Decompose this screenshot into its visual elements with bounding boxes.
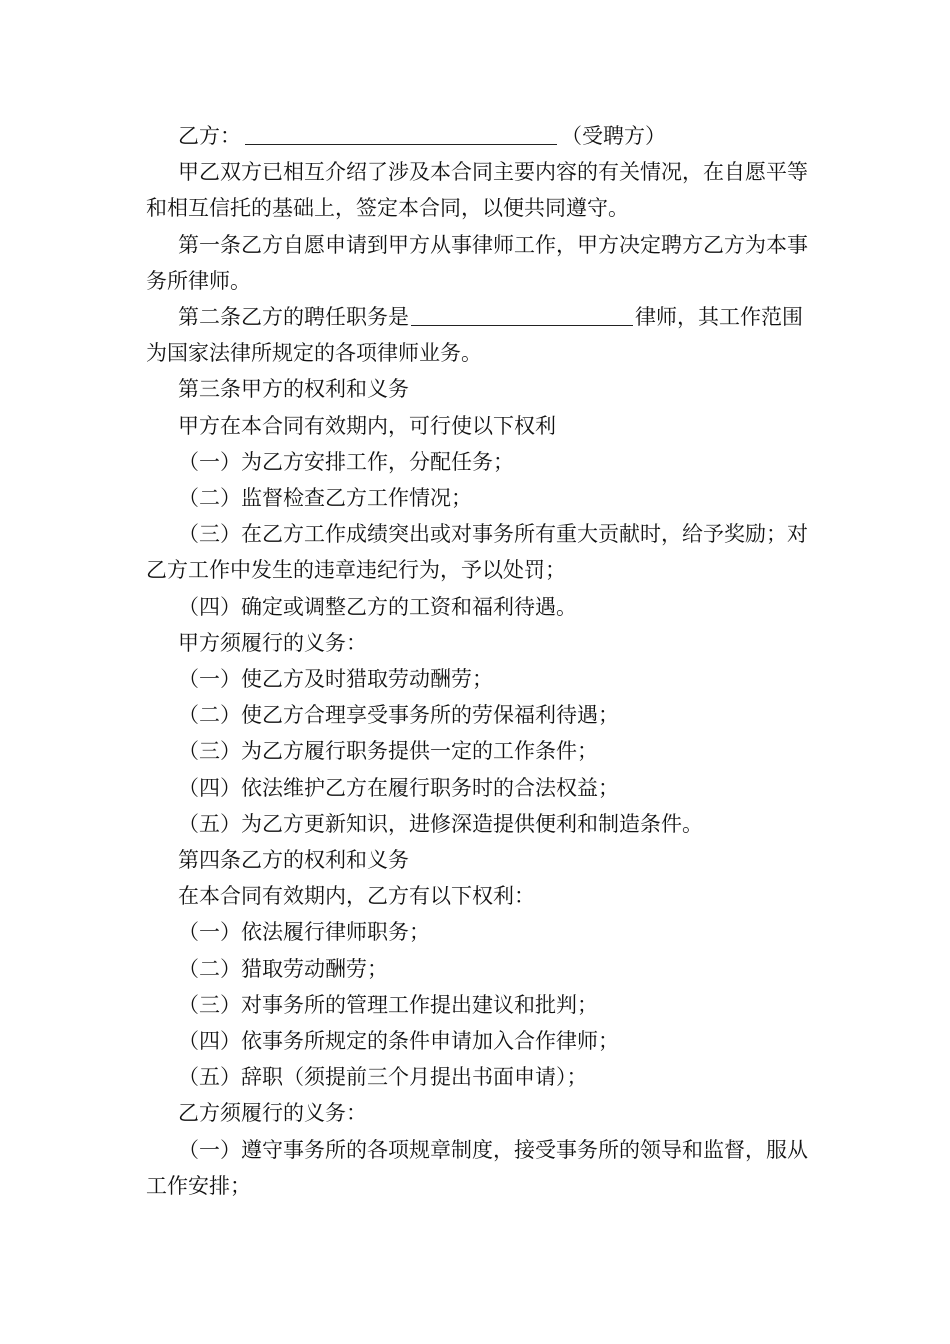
party-b-right-item: （二）猎取劳动酬劳； xyxy=(178,956,388,981)
party-b-name-blank xyxy=(245,122,557,145)
party-a-rights-intro: 甲方在本合同有效期内，可行使以下权利 xyxy=(178,413,556,438)
party-b-line xyxy=(146,118,816,154)
party-a-right-item: （三）在乙方工作成绩突出或对事务所有重大贡献时，给予奖励；对乙方工作中发生的违章违纪行为，予以处罚； xyxy=(146,522,808,583)
article-2 xyxy=(146,299,816,371)
party-b-right-item: （一）依法履行律师职务； xyxy=(178,920,430,945)
party-b-duties-intro: 乙方须履行的义务： xyxy=(178,1101,367,1126)
intro-paragraph: 甲乙双方已相互介绍了涉及本合同主要内容的有关情况，在自愿平等和相互信托的基础上，签定本合同，以便共同遵守。 xyxy=(146,160,808,221)
contract-body xyxy=(146,118,816,1204)
party-b-right-item: （三）对事务所的管理工作提出建议和批判； xyxy=(178,992,598,1017)
article-3-title: 第三条甲方的权利和义务 xyxy=(178,377,409,402)
party-a-right-item: （一）为乙方安排工作，分配任务； xyxy=(178,449,514,474)
party-b-rights-intro: 在本合同有效期内，乙方有以下权利： xyxy=(178,884,535,909)
article-2-prefix: 第二条乙方的聘任职务是 xyxy=(178,305,409,330)
party-a-duty-item: （三）为乙方履行职务提供一定的工作条件； xyxy=(178,739,598,764)
party-a-right-item: （四）确定或调整乙方的工资和福利待遇。 xyxy=(178,594,577,619)
party-a-duty-item: （二）使乙方合理享受事务所的劳保福利待遇； xyxy=(178,703,619,728)
party-b-duty-item: （一）遵守事务所的各项规章制度，接受事务所的领导和监督，服从工作安排； xyxy=(146,1137,808,1198)
party-a-right-item: （二）监督检查乙方工作情况； xyxy=(178,486,472,511)
position-blank xyxy=(411,303,633,326)
party-a-duties-intro: 甲方须履行的义务： xyxy=(178,630,367,655)
article-1: 第一条乙方自愿申请到甲方从事律师工作，甲方决定聘方乙方为本事务所律师。 xyxy=(146,232,808,293)
party-b-right-item: （四）依事务所规定的条件申请加入合作律师； xyxy=(178,1029,619,1054)
party-a-duty-item: （五）为乙方更新知识，进修深造提供便利和制造条件。 xyxy=(178,811,703,836)
party-b-label: 乙方： xyxy=(178,124,241,148)
article-2-suffix: 律师，其工作范围为国家法律所规定的各项律师业务。 xyxy=(146,305,803,366)
party-a-duty-item: （一）使乙方及时猎取劳动酬劳； xyxy=(178,667,493,692)
party-b-right-item: （五）辞职（须提前三个月提出书面申请）； xyxy=(178,1065,588,1090)
party-a-duty-item: （四）依法维护乙方在履行职务时的合法权益； xyxy=(178,775,619,800)
article-4-title: 第四条乙方的权利和义务 xyxy=(178,848,409,873)
party-b-suffix: （受聘方） xyxy=(561,124,666,148)
